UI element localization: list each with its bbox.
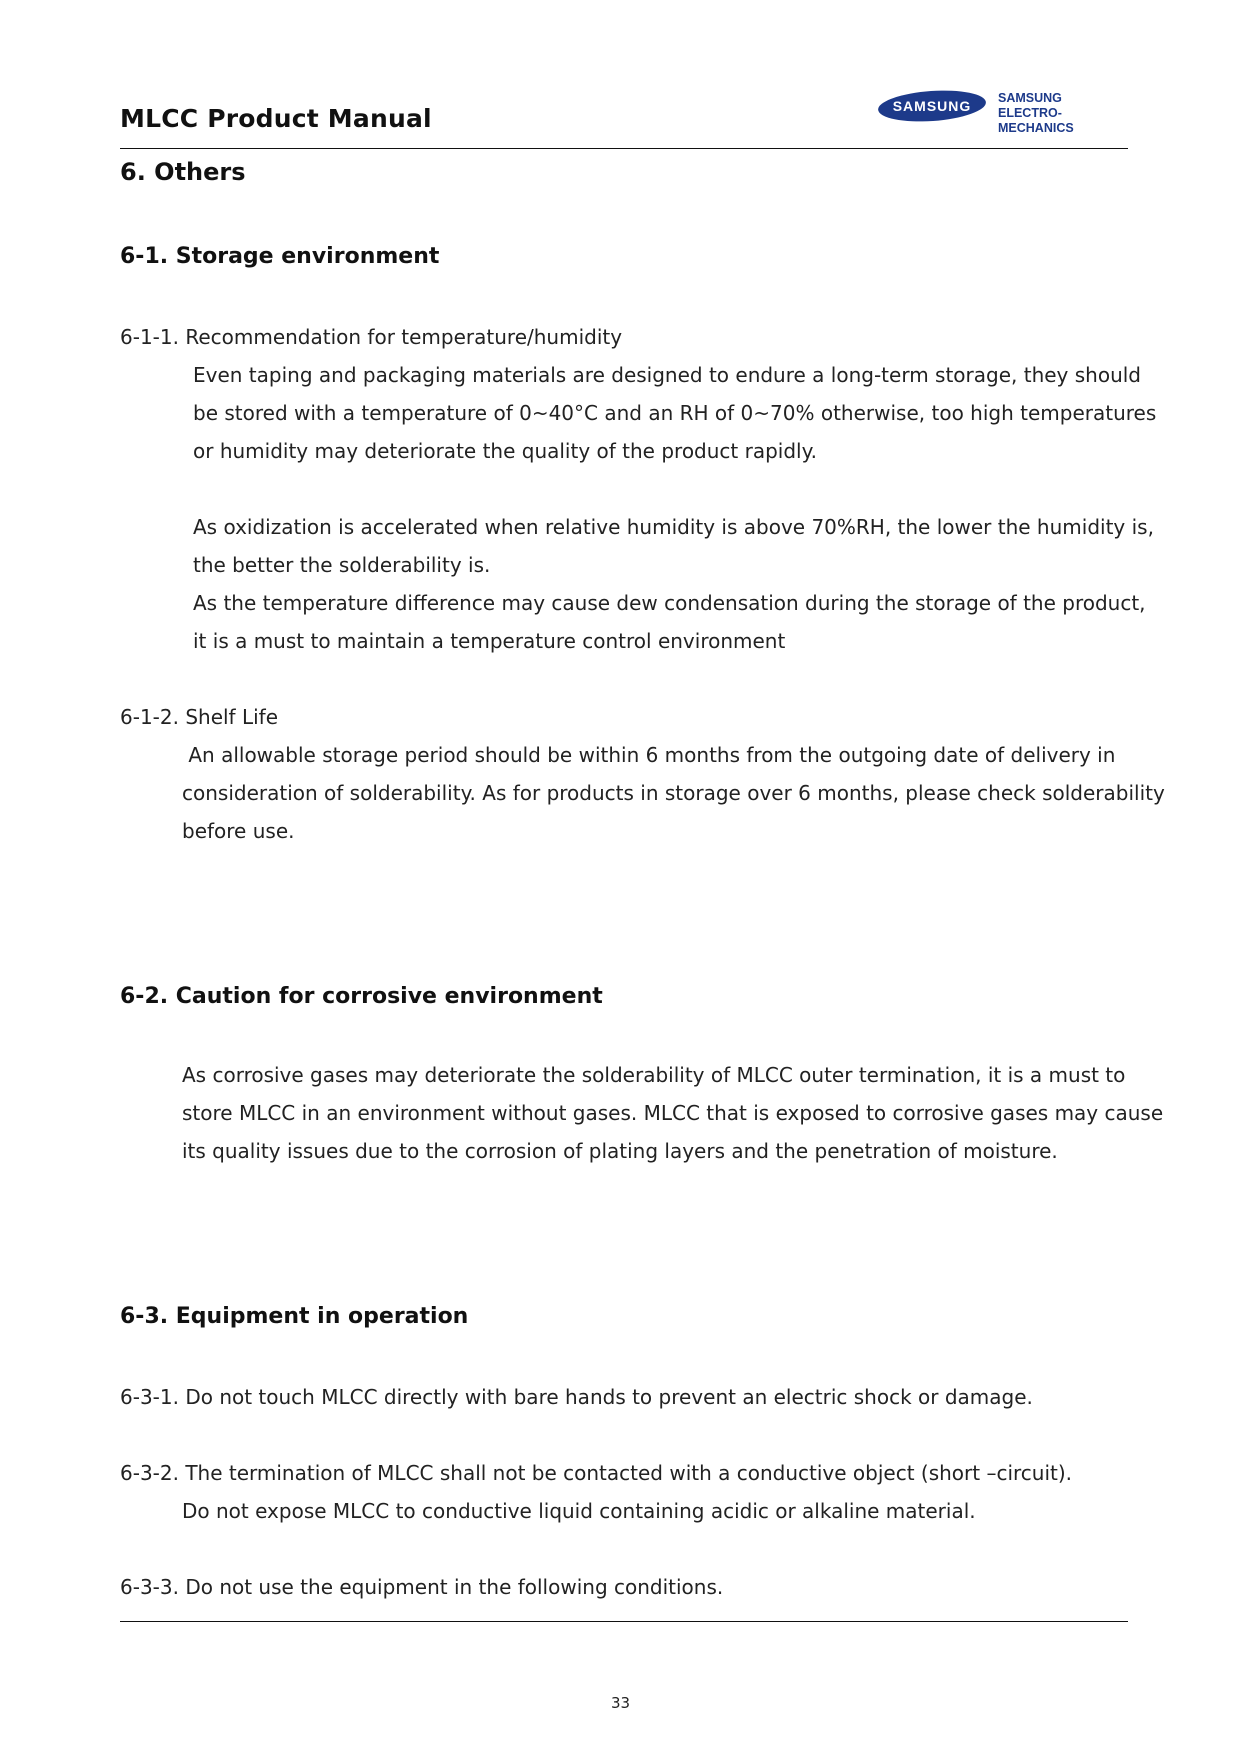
para-6-1-1b-line: As oxidization is accelerated when relative humidity is above 70%RH, the lower the humidity is, [193,515,1154,539]
page-number: 33 [610,1694,631,1712]
item-6-3-2-line: Do not expose MLCC to conductive liquid containing acidic or alkaline material. [182,1499,976,1523]
logo-line-1: SAMSUNG [998,91,1062,105]
item-6-3-3: 6-3-3. Do not use the equipment in the following conditions. [120,1575,724,1599]
heading-6-2: 6-2. Caution for corrosive environment [120,984,603,1009]
para-6-2-line: As corrosive gases may deteriorate the solderability of MLCC outer termination, it is a must to [182,1063,1126,1087]
section-title: 6. Others [120,158,246,186]
header-divider [120,148,1128,149]
para-6-1-2-line: consideration of solderability. As for products in storage over 6 months, please check solderability [182,781,1165,805]
para-6-1-1b-line: the better the solderability is. [193,553,491,577]
label-6-1-2: 6-1-2. Shelf Life [120,705,278,729]
para-6-1-1-line: or humidity may deteriorate the quality of the product rapidly. [193,439,817,463]
footer-divider [120,1621,1128,1622]
item-6-3-1: 6-3-1. Do not touch MLCC directly with bare hands to prevent an electric shock or damage. [120,1385,1033,1409]
logo-wordmark [998,91,1132,136]
samsung-oval-logo-icon [876,88,988,124]
samsung-logo [876,86,1132,135]
para-6-1-1b-line: it is a must to maintain a temperature control environment [193,629,786,653]
para-6-2-line: its quality issues due to the corrosion of plating layers and the penetration of moisture. [182,1139,1058,1163]
para-6-1-2-line: An allowable storage period should be within 6 months from the outgoing date of delivery in [182,743,1116,767]
logo-oval-text: SAMSUNG [892,98,972,114]
para-6-2-line: store MLCC in an environment without gases. MLCC that is exposed to corrosive gases may cause [182,1101,1164,1125]
item-6-3-2-line: 6-3-2. The termination of MLCC shall not be contacted with a conductive object (short –circuit). [120,1461,1073,1485]
label-6-1-1: 6-1-1. Recommendation for temperature/humidity [120,325,623,349]
heading-6-1: 6-1. Storage environment [120,244,440,269]
document-title: MLCC Product Manual [120,104,432,133]
para-6-1-1b-line: As the temperature difference may cause dew condensation during the storage of the product, [193,591,1146,615]
heading-6-3: 6-3. Equipment in operation [120,1304,469,1329]
logo-line-2: ELECTRO-MECHANICS [998,106,1074,135]
para-6-1-2-line: before use. [182,819,295,843]
para-6-1-1-line: Even taping and packaging materials are designed to endure a long-term storage, they should [193,363,1141,387]
para-6-1-1-line: be stored with a temperature of 0~40°C and an RH of 0~70% otherwise, too high temperatures [193,401,1157,425]
